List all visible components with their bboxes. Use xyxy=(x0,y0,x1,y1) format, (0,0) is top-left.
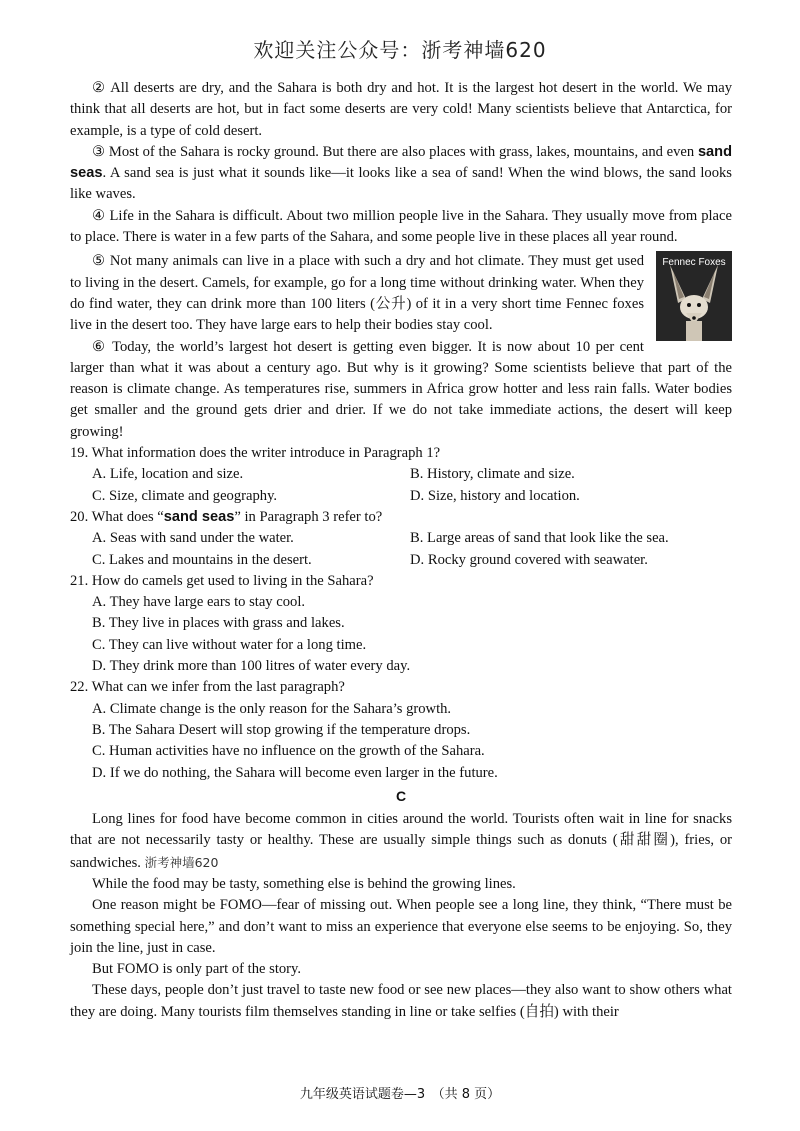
option-22-d: D. If we do nothing, the Sahara will become even larger in the future. xyxy=(92,764,498,781)
question-20-bold: sand seas xyxy=(163,508,235,525)
paragraph-2: ② All deserts are dry, and the Sahara is both dry and hot. It is the largest hot desert in the world. We may think that all deserts are hot, but in fact some deserts are very cold! Many scientists believe that Antarctica, for example, is a type of cold desert. xyxy=(70,80,732,139)
option-21-c: C. They can live without water for a long time. xyxy=(92,636,367,653)
section-c-heading: C xyxy=(395,787,407,804)
paragraph-6: ⑥ Today, the world’s largest hot desert is getting even bigger. It is now about 10 per cent larger than what it was about a century ago. But why is it growing? Some scientists believe that part of the reason is climate change. As temperatures rise, summers in Africa grow hotter and less rain falls. Water bodies get smaller and the ground gets drier and drier. If we do not take immediate actions, the desert will keep growing! xyxy=(70,338,732,440)
option-20-a: A. Seas with sand under the water. xyxy=(92,530,294,547)
option-20-d: D. Rocky ground covered with seawater. xyxy=(410,551,648,568)
question-21-options xyxy=(70,592,732,677)
section-c-paragraph-2: While the food may be tasty, something else is behind the growing lines. xyxy=(92,875,516,892)
paragraph-5: ⑤ Not many animals can live in a place with such a dry and hot climate. They must get used to living in the desert. Camels, for example, go for a long time without drinking water. When they do find water, they can drink more than 100 liters (公升) of it in a very short time Fennec foxes live in the desert too. They have large ears to help their bodies stay cool. xyxy=(70,253,644,334)
option-20-c: C. Lakes and mountains in the desert. xyxy=(92,551,312,568)
question-20-options xyxy=(70,528,732,571)
page-footer: 九年级英语试题卷—3 （共 8 页） xyxy=(299,1087,501,1102)
page-content xyxy=(70,78,732,1023)
section-c-paragraph-1 xyxy=(70,809,732,874)
section-c-paragraph-5: These days, people don’t just travel to taste new food or see new places—they also want to show others what they are doing. Many tourists film themselves standing in line or take selfies (自拍) with their xyxy=(70,982,732,1020)
paragraph-3-text-a: ③ Most of the Sahara is rocky ground. But there are also places with grass, lakes, mountains, and even xyxy=(92,143,698,160)
fennec-fox-icon xyxy=(656,263,732,341)
option-20-b: B. Large areas of sand that look like the sea. xyxy=(410,530,669,547)
section-c-paragraph-3: One reason might be FOMO—fear of missing out. When people see a long line, they think, “There must be something special here,” and don’t want to miss an experience that everyone else seems to be enjoying. So, they join the line, just in case. xyxy=(70,897,732,956)
option-19-b: B. History, climate and size. xyxy=(410,466,575,483)
option-22-c: C. Human activities have no influence on the growth of the Sahara. xyxy=(92,743,485,760)
watermark-text: 浙考神墙620 xyxy=(144,854,219,870)
question-22: 22. What can we infer from the last paragraph? xyxy=(70,679,345,696)
option-19-a: A. Life, location and size. xyxy=(92,466,244,483)
paragraph-4: ④ Life in the Sahara is difficult. About two million people live in the Sahara. They usually move from place to place. There is water in a few parts of the Sahara, and some people live in these places all year round. xyxy=(70,207,732,246)
option-19-c: C. Size, climate and geography. xyxy=(92,487,278,504)
paragraph-3-text-b: . A sand sea is just what it sounds like—it looks like a sea of sand! When the wind blows, the sand looks like waves. xyxy=(70,165,732,203)
section-c-paragraph-1-text: Long lines for food have become common in cities around the world. Tourists often wait in line for snacks that are not necessarily tasty or healthy. These are usually simple things such as donuts (甜甜圈), fries, or sandwiches. xyxy=(70,811,732,871)
option-19-d: D. Size, history and location. xyxy=(410,487,580,504)
question-20-text-a: 20. What does “ xyxy=(70,508,164,525)
question-22-options xyxy=(70,699,732,784)
question-21: 21. How do camels get used to living in the Sahara? xyxy=(70,572,374,589)
question-19: 19. What information does the writer introduce in Paragraph 1? xyxy=(70,445,441,462)
option-21-b: B. They live in places with grass and lakes. xyxy=(92,615,345,632)
question-20-text-b: ” in Paragraph 3 refer to? xyxy=(234,508,383,525)
question-20 xyxy=(70,507,732,528)
paragraph-3 xyxy=(70,142,732,206)
option-22-a: A. Climate change is the only reason for the Sahara’s growth. xyxy=(92,700,452,717)
section-c-paragraph-4: But FOMO is only part of the story. xyxy=(92,961,302,978)
option-22-b: B. The Sahara Desert will stop growing if the temperature drops. xyxy=(92,721,471,738)
page-header: 欢迎关注公众号：浙考神墙620 xyxy=(253,38,547,62)
paragraph-5-block xyxy=(70,251,732,336)
fennec-fox-caption: Fennec Foxes xyxy=(662,257,726,269)
question-19-options xyxy=(70,464,732,507)
sand-seas-bold: sand seas xyxy=(70,143,732,182)
option-21-a: A. They have large ears to stay cool. xyxy=(92,594,306,611)
fennec-fox-image xyxy=(656,251,732,341)
option-21-d: D. They drink more than 100 litres of water every day. xyxy=(92,658,411,675)
